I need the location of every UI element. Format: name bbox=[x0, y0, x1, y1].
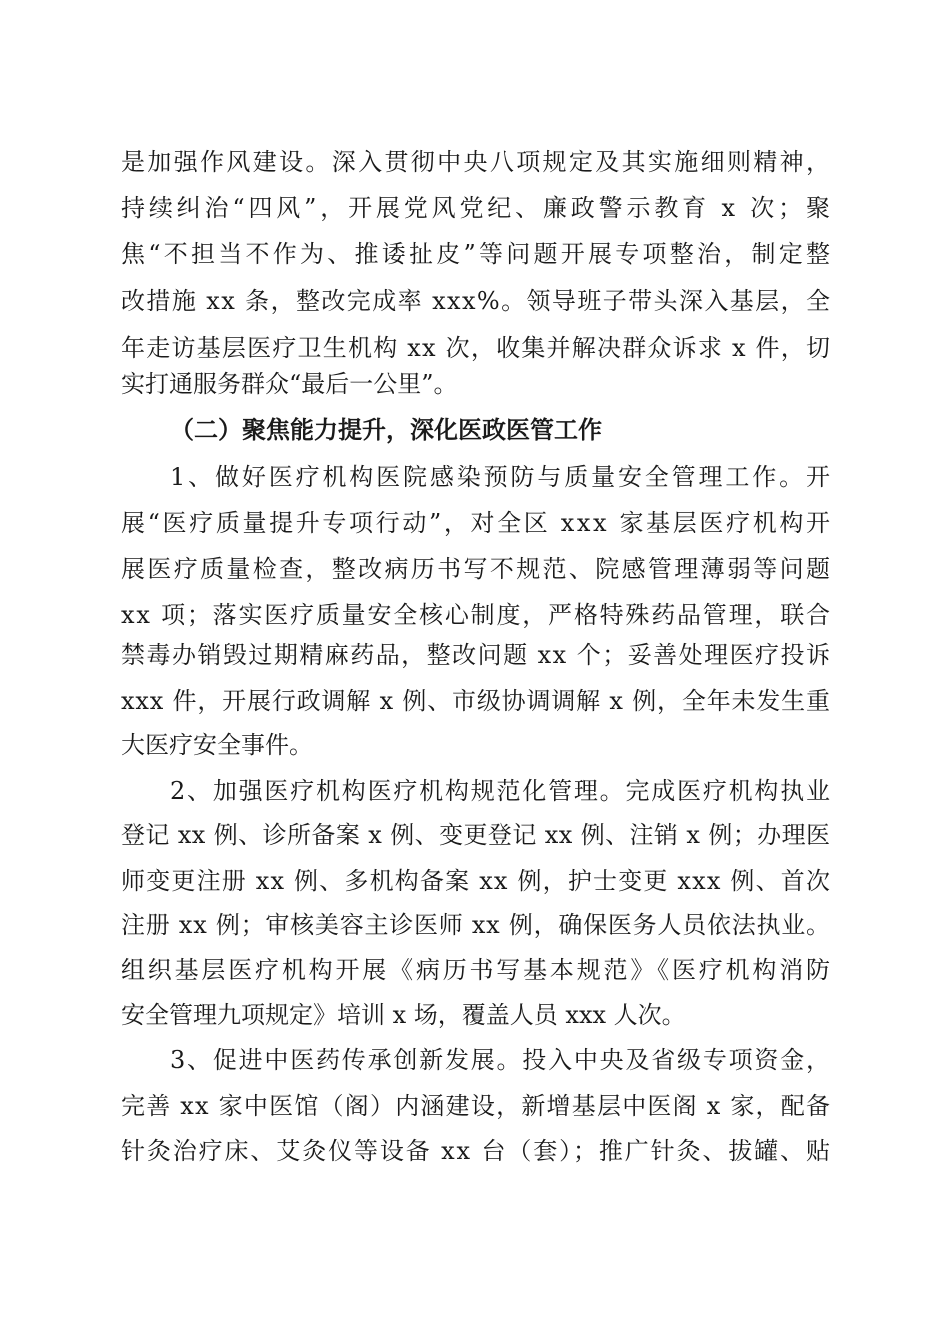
text-line: 1、做好医疗机构医院感染预防与质量安全管理工作。开 bbox=[170, 463, 833, 491]
text-line: 师变更注册 xx 例、多机构备案 xx 例，护士变更 xxx 例、首次 bbox=[121, 867, 832, 895]
text-line: 实打通服务群众“最后一公里”。 bbox=[121, 370, 458, 398]
text-line: 展医疗质量检查，整改病历书写不规范、院感管理薄弱等问题 bbox=[121, 555, 833, 583]
text-line: xxx 件，开展行政调解 x 例、市级协调调解 x 例，全年未发生重 bbox=[121, 687, 831, 715]
text-line: 展“医疗质量提升专项行动”，对全区 xxx 家基层医疗机构开 bbox=[121, 509, 833, 537]
text-line: 禁毒办销毁过期精麻药品，整改问题 xx 个；妥善处理医疗投诉 bbox=[121, 641, 832, 669]
section-heading: （二）聚焦能力提升，深化医政医管工作 bbox=[170, 415, 602, 444]
text-line: 2、加强医疗机构医疗机构规范化管理。完成医疗机构执业 bbox=[170, 777, 832, 805]
text-line: 安全管理九项规定》培训 x 场，覆盖人员 xxx 人次。 bbox=[121, 1001, 686, 1029]
text-line: 持续纠治“四风”，开展党风党纪、廉政警示教育 x 次；聚 bbox=[121, 194, 834, 222]
text-line: 改措施 xx 条，整改完成率 xxx%。领导班子带头深入基层，全 bbox=[121, 287, 832, 315]
text-line: xx 项；落实医疗质量安全核心制度，严格特殊药品管理，联合 bbox=[121, 601, 832, 629]
text-line: 注册 xx 例；审核美容主诊医师 xx 例，确保医务人员依法执业。 bbox=[121, 911, 831, 939]
text-line: 3、促进中医药传承创新发展。投入中央及省级专项资金， bbox=[170, 1046, 832, 1074]
text-line: 登记 xx 例、诊所备案 x 例、变更登记 xx 例、注销 x 例；办理医 bbox=[121, 821, 831, 849]
text-line: 完善 xx 家中医馆（阁）内涵建设，新增基层中医阁 x 家，配备 bbox=[121, 1092, 832, 1120]
text-line: 针灸治疗床、艾灸仪等设备 xx 台（套）；推广针灸、拔罐、贴 bbox=[121, 1137, 832, 1165]
text-line: 焦“不担当不作为、推诿扯皮”等问题开展专项整治，制定整 bbox=[121, 240, 834, 268]
text-line: 组织基层医疗机构开展《病历书写基本规范》《医疗机构消防 bbox=[121, 956, 833, 984]
text-line: 大医疗安全事件。 bbox=[121, 731, 313, 759]
text-line: 是加强作风建设。深入贯彻中央八项规定及其实施细则精神， bbox=[121, 148, 833, 176]
text-line: 年走访基层医疗卫生机构 xx 次，收集并解决群众诉求 x 件，切 bbox=[121, 334, 832, 362]
